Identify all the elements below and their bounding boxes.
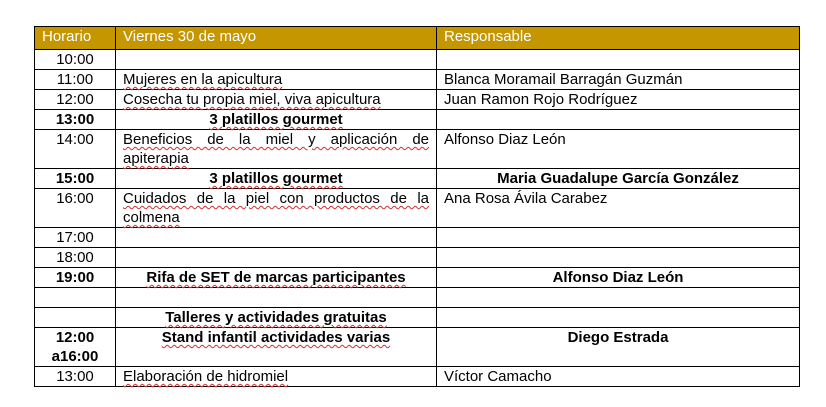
activity-text: 3 platillos gourmet xyxy=(209,111,343,128)
time-cell: 10:00 xyxy=(35,50,116,70)
responsible-cell xyxy=(437,288,800,308)
time-cell: 15:00 xyxy=(35,169,116,189)
activity-cell xyxy=(116,367,437,387)
time-cell: 11:00 xyxy=(35,70,116,90)
activity-cell xyxy=(116,50,437,70)
responsible-cell: Víctor Camacho xyxy=(437,367,800,387)
time-cell: 12:00 xyxy=(35,90,116,110)
time-cell: 14:00 xyxy=(35,130,116,169)
time-cell: 13:00 xyxy=(35,110,116,130)
responsible-cell: Blanca Moramail Barragán Guzmán xyxy=(437,70,800,90)
header-responsible: Responsable xyxy=(437,27,800,50)
responsible-cell: Juan Ramon Rojo Rodríguez xyxy=(437,90,800,110)
activity-cell xyxy=(116,308,437,328)
schedule-table xyxy=(34,26,800,387)
time-cell xyxy=(35,308,116,328)
activity-cell xyxy=(116,248,437,268)
activity-text: 3 platillos gourmet xyxy=(209,170,343,187)
table-row xyxy=(35,70,800,90)
activity-text: Beneficios de la miel y aplicación de apiterapia xyxy=(123,131,429,167)
table-row xyxy=(35,328,800,367)
time-cell: 18:00 xyxy=(35,248,116,268)
table-row xyxy=(35,189,800,228)
table-row xyxy=(35,288,800,308)
activity-cell xyxy=(116,228,437,248)
activity-text: Cosecha tu propia miel, viva apicultura xyxy=(123,91,381,108)
activity-cell xyxy=(116,189,437,228)
table-row xyxy=(35,90,800,110)
table-row xyxy=(35,228,800,248)
activity-cell xyxy=(116,90,437,110)
responsible-cell xyxy=(437,50,800,70)
header-row xyxy=(35,27,800,50)
time-cell: 17:00 xyxy=(35,228,116,248)
responsible-cell xyxy=(437,308,800,328)
responsible-cell: Alfonso Diaz León xyxy=(437,130,800,169)
responsible-cell xyxy=(437,110,800,130)
activity-cell xyxy=(116,288,437,308)
responsible-cell: Ana Rosa Ávila Carabez xyxy=(437,189,800,228)
table-row xyxy=(35,169,800,189)
time-cell: 19:00 xyxy=(35,268,116,288)
header-time: Horario xyxy=(35,27,116,50)
table-row xyxy=(35,110,800,130)
activity-text: Rifa de SET de marcas participantes xyxy=(146,269,406,286)
activity-cell xyxy=(116,268,437,288)
header-activity: Viernes 30 de mayo xyxy=(116,27,437,50)
activity-cell xyxy=(116,70,437,90)
table-row xyxy=(35,50,800,70)
responsible-cell: Alfonso Diaz León xyxy=(437,268,800,288)
activity-cell xyxy=(116,110,437,130)
activity-text: Mujeres en la apicultura xyxy=(123,71,283,88)
time-cell xyxy=(35,288,116,308)
activity-text: Stand infantil actividades varias xyxy=(161,329,391,346)
activity-cell xyxy=(116,169,437,189)
activity-text: Cuidados de la piel con productos de la colmena xyxy=(123,190,429,226)
table-row xyxy=(35,248,800,268)
table-row xyxy=(35,268,800,288)
time-cell: 16:00 xyxy=(35,189,116,228)
table-row xyxy=(35,308,800,328)
responsible-cell: Diego Estrada xyxy=(437,328,800,367)
activity-cell xyxy=(116,130,437,169)
table-row xyxy=(35,130,800,169)
responsible-cell xyxy=(437,228,800,248)
activity-cell xyxy=(116,328,437,367)
responsible-cell: Maria Guadalupe García González xyxy=(437,169,800,189)
table-row xyxy=(35,367,800,387)
responsible-cell xyxy=(437,248,800,268)
time-cell: 12:00 a16:00 xyxy=(35,328,116,367)
time-cell: 13:00 xyxy=(35,367,116,387)
activity-text: Elaboración de hidromiel xyxy=(123,368,289,385)
activity-text: Talleres y actividades gratuitas xyxy=(165,309,387,326)
